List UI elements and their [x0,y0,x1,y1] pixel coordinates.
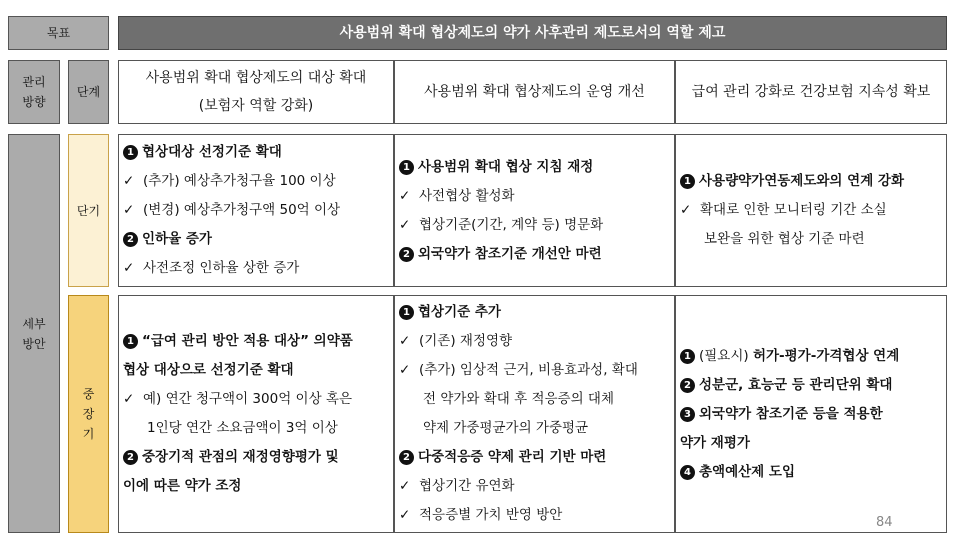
check-icon: ✓ [399,333,411,349]
number-4-icon: 4 [680,465,695,480]
list-item: ✓ 사전협상 활성화 [399,182,670,211]
check-icon: ✓ [399,362,411,378]
list-item-continued: 협상 대상으로 선정기준 확대 [123,362,294,378]
mid-long-term-label: 중 장기 [68,295,109,533]
number-1-icon: 1 [123,145,138,160]
check-icon: ✓ [399,216,411,233]
number-1-icon: 1 [399,305,414,320]
direction-1-title: 사용범위 확대 협상제도의 대상 확대 [145,70,367,86]
goal-title: 사용범위 확대 협상제도의 약가 사후관리 제도로서의 역할 제고 [118,16,947,50]
list-item: 2 중장기적 관점의 재정영향평가 및 [123,443,389,472]
direction-2: 사용범위 확대 협상제도의 운영 개선 [394,60,675,124]
list-item: 2 외국약가 참조기준 개선안 마련 [399,240,670,269]
list-item-continued: 약제 가중평균가의 가중평균 [423,420,589,436]
number-2-icon: 2 [123,232,138,247]
direction-3: 급여 관리 강화로 건강보험 지속성 확보 [675,60,947,124]
list-item-continued: 이에 따른 약가 조정 [123,478,242,494]
short-term-cell-3 [675,134,947,287]
list-item: 3 외국약가 참조기준 등을 적용한 [680,400,942,429]
direction-1 [118,60,394,124]
list-item-continued: 보완을 위한 협상 기준 마련 [704,231,865,247]
number-3-icon: 3 [680,407,695,422]
list-item-continued: 전 약가와 확대 후 적응증의 대체 [423,391,614,407]
number-2-icon: 2 [680,378,695,393]
list-item: ✓ 사전조정 인하율 상한 증가 [123,254,389,283]
check-icon: ✓ [680,202,692,218]
list-item: 2 다중적응증 약제 관리 기반 마련 [399,443,670,472]
number-1-icon: 1 [680,349,695,364]
number-1-icon: 1 [399,160,414,175]
list-item: ✓ (추가) 임상적 근거, 비용효과성, 확대 [399,356,670,385]
check-icon: ✓ [399,507,411,523]
list-item: 1 협상대상 선정기준 확대 [123,138,389,167]
check-icon: ✓ [399,187,411,204]
check-icon: ✓ [399,478,411,494]
list-item: ✓ 적응증별 가치 반영 방안 [399,501,670,530]
list-item: 2 인하율 증가 [123,225,389,254]
mgmt-direction-label: 관리 방향 [8,60,60,124]
goal-label: 목표 [8,16,109,50]
number-2-icon: 2 [123,450,138,465]
list-item-continued: 약가 재평가 [680,434,750,451]
list-item: ✓ 예) 연간 청구액이 300억 이상 혹은 [123,385,389,414]
mid-term-cell-2 [394,295,675,533]
list-item: ✓ 확대로 인한 모니터링 기간 소실 [680,196,942,225]
list-item: 4 총액예산제 도입 [680,458,942,487]
mid-term-cell-3 [675,295,947,533]
list-item: 1 사용범위 확대 협상 지침 재정 [399,153,670,182]
number-2-icon: 2 [399,247,414,262]
direction-1-subtitle: (보험자 역할 강화) [198,98,314,114]
list-item: 1 사용량약가연동제도와의 연계 강화 [680,167,942,196]
short-term-cell-2 [394,134,675,287]
page-number: 84 [876,515,893,530]
number-1-icon: 1 [680,174,695,189]
list-item: ✓ (기존) 재정영향 [399,327,670,356]
list-item: ✓ (추가) 예상추가청구율 100 이상 [123,167,389,196]
number-2-icon: 2 [399,450,414,465]
number-1-icon: 1 [123,334,138,349]
list-item-continued: 1인당 연간 소요금액이 3억 이상 [147,420,338,436]
check-icon: ✓ [123,391,135,407]
list-item: 1 “급여 관리 방안 적용 대상” 의약품 [123,327,389,356]
list-item: 1 협상기준 추가 [399,298,670,327]
short-term-label: 단기 [68,134,109,287]
list-item: ✓ (변경) 예상추가청구액 50억 이상 [123,196,389,225]
list-item: ✓ 협상기준(기간, 계약 등) 명문화 [399,211,670,240]
check-icon: ✓ [123,260,135,276]
short-term-cell-1 [118,134,394,287]
check-icon: ✓ [123,202,135,218]
check-icon: ✓ [123,173,135,189]
list-item: 2 성분군, 효능군 등 관리단위 확대 [680,371,942,400]
mid-term-cell-1 [118,295,394,533]
detail-label: 세부 방안 [8,134,60,533]
stage-label: 단계 [68,60,109,124]
list-item: 1 (필요시) 허가-평가-가격협상 연계 [680,342,942,371]
list-item: ✓ 협상기간 유연화 [399,472,670,501]
